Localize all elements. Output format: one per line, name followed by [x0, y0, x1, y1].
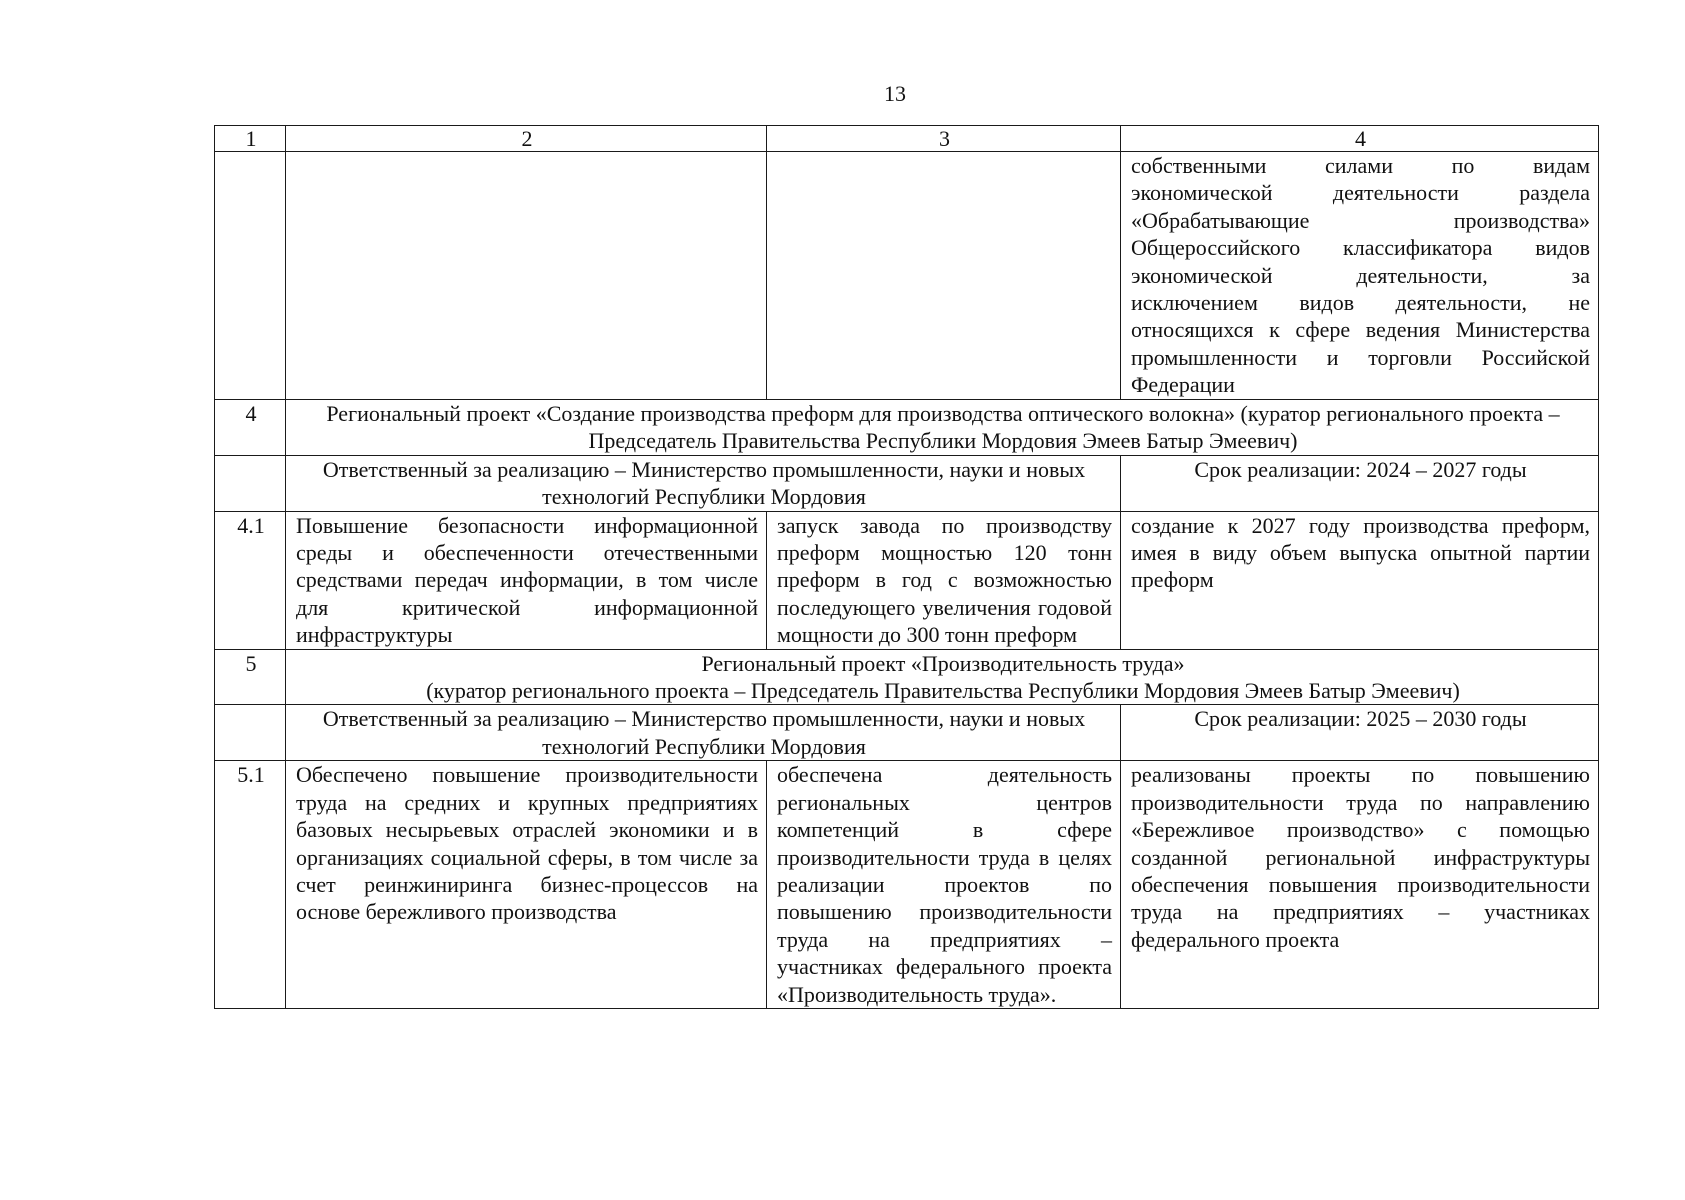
table-header-row	[215, 126, 1599, 152]
continuation-cell-4	[1121, 152, 1599, 400]
continuation-cell-1	[215, 152, 286, 400]
continuation-line: экономической деятельности раздела	[1131, 180, 1590, 206]
header-cell-2: 2	[286, 126, 767, 152]
header-cell-1: 1	[215, 126, 286, 152]
continuation-line: промышленности и торговли Российской	[1131, 344, 1590, 370]
continuation-row	[215, 152, 1599, 400]
project-5-term: Срок реализации: 2025 – 2030 годы	[1121, 705, 1599, 761]
table-row	[215, 761, 1599, 1009]
continuation-line: собственными силами по видам	[1131, 153, 1590, 178]
row-task: Повышение безопасности информационной среды и обеспеченности отечественными средствами передач информации, в том числе для критической информационной инфраструктуры	[286, 511, 767, 649]
header-cell-4: 4	[1121, 126, 1599, 152]
project-5-number: 5	[215, 649, 286, 705]
project-5-curator-line: (куратор регионального проекта – Председатель Правительства Республики Мордовия Эмеев Батыр Эмеевич)	[426, 678, 1460, 704]
row-number: 4.1	[215, 511, 286, 649]
continuation-line: экономической деятельности, за	[1131, 262, 1590, 288]
continuation-cell-3	[767, 152, 1121, 400]
page-number: 13	[884, 81, 906, 106]
row-result: обеспечена деятельность региональных центров компетенций в сфере производительности труда в целях реализации проектов по повышению производительности труда на предприятиях – участниках федерального проекта «Производительность труда».	[767, 761, 1121, 1009]
row-result: запуск завода по производству преформ мощностью 120 тонн преформ в год с возможностью последующего увеличения годовой мощности до 300 тонн преформ	[767, 511, 1121, 649]
project-4-responsible-empty	[215, 455, 286, 511]
header-cell-3: 3	[767, 126, 1121, 152]
project-5-title-row	[215, 649, 1599, 705]
row-task: Обеспечено повышение производительности труда на средних и крупных предприятиях базовых несырьевых отраслей экономики и в организациях социальной сферы, в том числе за счет реинжиниринга бизнес-процессов на основе бережливого производства	[286, 761, 767, 1009]
row-characteristic: реализованы проекты по повышению производительности труда по направлению «Бережливое производство» с помощью созданной региональной инфраструктуры обеспечения повышения производительности труда на предприятиях – участниках федерального проекта	[1121, 761, 1599, 1009]
project-4-term: Срок реализации: 2024 – 2027 годы	[1121, 455, 1599, 511]
continuation-line: «Обрабатывающие производства»	[1131, 207, 1590, 233]
project-5-responsible-row	[215, 705, 1599, 761]
row-characteristic: создание к 2027 году производства преформ, имея в виду объем выпуска опытной партии преформ	[1121, 511, 1599, 649]
continuation-cell-2	[286, 152, 767, 400]
project-5-title-line: Региональный проект «Производительность труда»	[701, 650, 1185, 676]
project-4-responsible-row	[215, 455, 1599, 511]
continuation-line: Общероссийского классификатора видов	[1131, 235, 1590, 261]
continuation-line: Федерации	[1131, 372, 1235, 398]
projects-table	[214, 125, 1599, 1009]
row-number: 5.1	[215, 761, 286, 1009]
project-5-responsible-empty	[215, 705, 286, 761]
project-4-responsible: Ответственный за реализацию – Министерство промышленности, науки и новых технологий Республики Мордовия	[286, 455, 1121, 511]
project-4-number: 4	[215, 400, 286, 456]
project-4-title: Региональный проект «Создание производства преформ для производства оптического волокна» (куратор регионального проекта – Председатель Правительства Республики Мордовия Эмеев Батыр Эмеевич)	[286, 400, 1599, 456]
continuation-line: исключением видов деятельности, не	[1131, 290, 1590, 316]
continuation-line: относящихся к сфере ведения Министерства	[1131, 317, 1590, 343]
table-row	[215, 511, 1599, 649]
project-4-title-row	[215, 400, 1599, 456]
project-5-title	[286, 649, 1599, 705]
project-5-responsible: Ответственный за реализацию – Министерство промышленности, науки и новых технологий Республики Мордовия	[286, 705, 1121, 761]
